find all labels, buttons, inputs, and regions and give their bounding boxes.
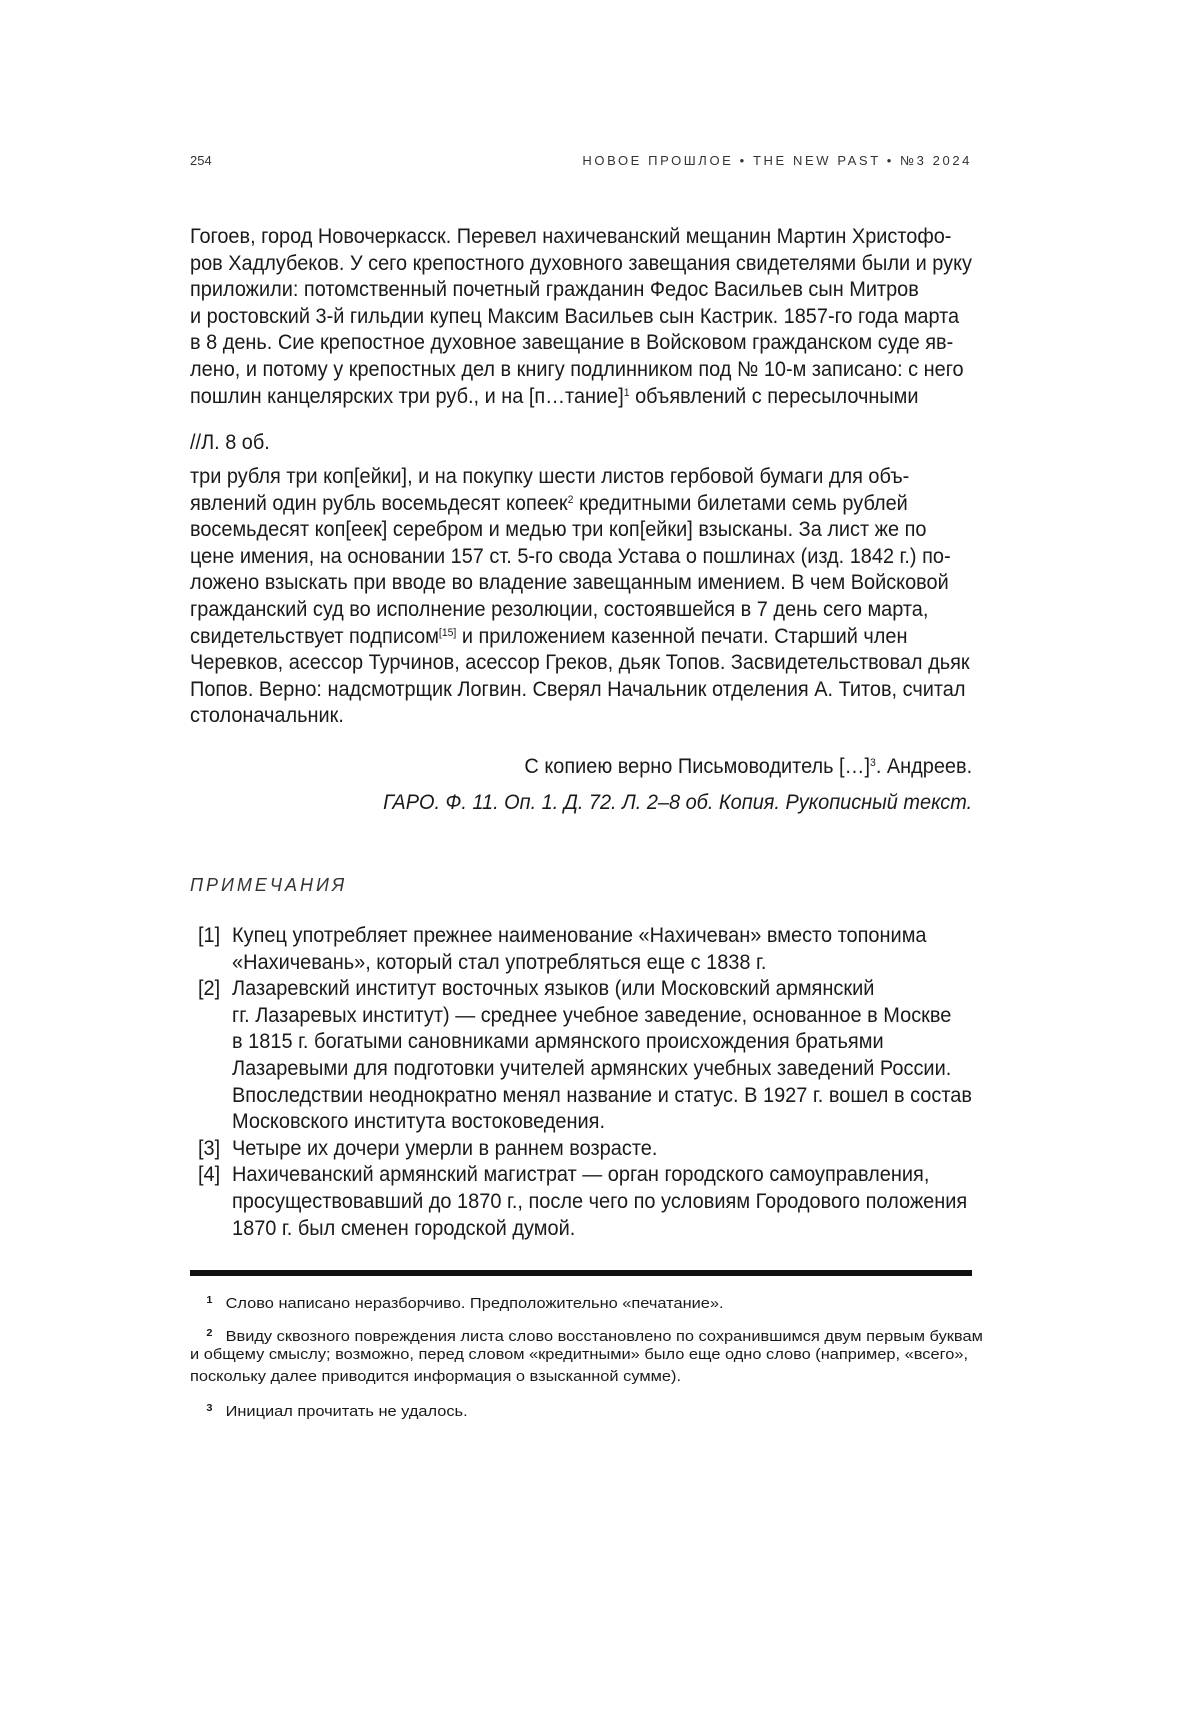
- notes-heading: ПРИМЕЧАНИЯ: [190, 875, 347, 896]
- text-line: [190, 1398, 972, 1420]
- text-line: [190, 650, 972, 677]
- footnote-item: [190, 1398, 972, 1420]
- text-run: восемьдесят коп[еек] серебром и медью три коп[ейки] взысканы. За лист же по: [190, 518, 926, 541]
- text-run: просуществовавший до 1870 г., после чего по условиям Городового положения: [232, 1190, 967, 1213]
- paragraph-2: [190, 464, 972, 730]
- text-run: цене имения, на основании 157 ст. 5-го свода Устава о пошлинах (изд. 1842 г.) по-: [190, 545, 951, 568]
- text-line: [190, 384, 972, 411]
- text-run: явлений один рубль восемьдесят копеек: [190, 492, 568, 515]
- text-line-content: [232, 1189, 967, 1216]
- text-line-content: [190, 703, 344, 730]
- folio-marker-text: //Л. 8 об.: [190, 430, 270, 457]
- text-run: поскольку далее приводится информация о взысканной сумме).: [190, 1368, 681, 1385]
- text-run: Слово написано неразборчиво. Предположительно «печатание».: [226, 1295, 724, 1312]
- text-line: [190, 224, 972, 251]
- text-run: в 8 день. Сие крепостное духовное завещание в Войсковом гражданском суде яв-: [190, 331, 953, 354]
- text-line-content: [232, 1162, 929, 1189]
- text-run: . Андреев.: [876, 755, 972, 778]
- text-line: [190, 1366, 972, 1388]
- text-line: [190, 790, 972, 817]
- folio-marker: [190, 430, 972, 457]
- text-run: 1870 г. был сменен городской думой.: [232, 1217, 575, 1240]
- text-run: Лазаревыми для подготовки учителей армянских учебных заведений России.: [232, 1057, 951, 1080]
- note-number-text: [3]: [198, 1136, 220, 1163]
- text-line: [190, 624, 972, 651]
- text-run: ложено взыскать при вводе во владение завещанным имением. В чем Войсковой: [190, 571, 949, 594]
- text-line-content: [232, 1056, 951, 1083]
- text-run: гг. Лазаревых институт) — среднее учебное заведение, основанное в Москве: [232, 1004, 951, 1027]
- text-line: [190, 251, 972, 278]
- footnote-number: 3: [206, 1398, 212, 1420]
- text-run: Инициал прочитать не удалось.: [226, 1403, 468, 1420]
- text-line-content: [190, 597, 928, 624]
- text-line: [190, 517, 972, 544]
- note-item: [190, 1162, 972, 1242]
- text-line: [190, 703, 972, 730]
- note-number: [198, 923, 221, 950]
- text-line: [232, 950, 972, 977]
- signature-line: [190, 754, 972, 781]
- text-line: [190, 491, 972, 518]
- text-run: объявлений с пересылочными: [630, 385, 919, 408]
- footnote-reference: 1: [624, 387, 630, 399]
- text-run: «Нахичевань», который стал употребляться еще с 1838 г.: [232, 951, 766, 974]
- text-run: столоначальник.: [190, 704, 344, 727]
- footnote-reference: 2: [568, 494, 574, 506]
- text-run: три рубля три коп[ейки], и на покупку шести листов гербовой бумаги для объ-: [190, 465, 909, 488]
- note-text: [232, 1136, 972, 1163]
- text-line-content: [190, 650, 970, 677]
- text-line: [190, 330, 972, 357]
- text-line: [232, 923, 972, 950]
- note-text: [232, 1162, 972, 1242]
- text-run: Четыре их дочери умерли в раннем возрасте.: [232, 1137, 657, 1160]
- text-line-content: [232, 1003, 951, 1030]
- text-line: [232, 1083, 972, 1110]
- text-run: и общему смыслу; возможно, перед словом «кредитными» было еще одно слово (например, «всего»,: [190, 1346, 968, 1363]
- notes-list: [190, 923, 972, 1242]
- text-line: [190, 277, 972, 304]
- text-run: С копиею верно Письмоводитель […]: [524, 755, 870, 778]
- text-line: [232, 1056, 972, 1083]
- note-item: [190, 923, 972, 976]
- text-line: [190, 464, 972, 491]
- text-line: [190, 1290, 972, 1312]
- text-line: [190, 677, 972, 704]
- text-line-content: [190, 384, 918, 411]
- footnote-reference: 3: [870, 757, 876, 769]
- text-line: [232, 976, 972, 1003]
- text-run: приложили: потомственный почетный гражданин Федос Васильев сын Митров: [190, 278, 919, 301]
- text-line: [232, 1189, 972, 1216]
- note-number-text: [4]: [198, 1162, 220, 1189]
- note-number: [198, 976, 221, 1003]
- text-line-content: [383, 790, 972, 817]
- text-run: ГАРО. Ф. 11. Оп. 1. Д. 72. Л. 2–8 об. Копия. Рукописный текст.: [383, 791, 972, 814]
- text-run: в 1815 г. богатыми сановниками армянского происхождения братьями: [232, 1030, 884, 1053]
- text-line-content: [190, 1344, 968, 1366]
- text-line-content: [190, 570, 949, 597]
- text-line: [232, 1003, 972, 1030]
- text-line-content: [190, 517, 926, 544]
- text-line-content: [232, 1029, 884, 1056]
- text-line: [190, 1323, 972, 1345]
- text-line: [232, 1109, 972, 1136]
- text-run: и приложением казенной печати. Старший член: [456, 625, 907, 648]
- text-line-content: [190, 330, 953, 357]
- text-line: [232, 1162, 972, 1189]
- text-line-content: [232, 1136, 657, 1163]
- text-run: Московского института востоковедения.: [232, 1110, 605, 1133]
- footnotes: [190, 1290, 972, 1431]
- footnote-divider: [190, 1270, 972, 1276]
- text-line-content: [190, 224, 951, 251]
- note-text: [232, 976, 972, 1136]
- footnote-number: 1: [206, 1290, 212, 1312]
- text-run: свидетельствует подписом: [190, 625, 439, 648]
- text-run: гражданский суд во исполнение резолюции, состоявшейся в 7 день сего марта,: [190, 598, 928, 621]
- running-head: НОВОЕ ПРОШЛОЕ • THE NEW PAST • №3 2024: [582, 153, 972, 168]
- text-line-content: [232, 950, 766, 977]
- footnote-item: [190, 1290, 972, 1312]
- page-number: 254: [190, 153, 212, 168]
- note-number: [198, 1136, 221, 1163]
- text-line-content: [190, 677, 965, 704]
- text-line-content: [190, 277, 919, 304]
- text-run: Лазаревский институт восточных языков (или Московский армянский: [232, 977, 874, 1000]
- text-line-content: [232, 1109, 605, 1136]
- text-line-content: [190, 544, 951, 571]
- text-line: [232, 1029, 972, 1056]
- note-item: [190, 1136, 972, 1163]
- text-line-content: [190, 491, 908, 518]
- text-line: [190, 570, 972, 597]
- text-run: Нахичеванский армянский магистрат — орган городского самоуправления,: [232, 1163, 929, 1186]
- note-text: [232, 923, 972, 976]
- text-line: [232, 1136, 972, 1163]
- text-line-content: [190, 1290, 724, 1315]
- text-line-content: [190, 251, 972, 278]
- paragraph-1: [190, 224, 972, 410]
- text-line-content: [190, 357, 964, 384]
- footnote-reference: [15]: [439, 627, 456, 639]
- text-run: Ввиду сквозного повреждения листа слово восстановлено по сохранившимся двум первым буквам: [226, 1328, 983, 1345]
- text-line-content: [190, 624, 907, 651]
- text-line: [232, 1216, 972, 1243]
- text-run: пошлин канцелярских три руб., и на [п…тание]: [190, 385, 624, 408]
- text-line-content: [524, 754, 972, 781]
- text-line-content: [190, 304, 959, 331]
- text-run: Попов. Верно: надсмотрщик Логвин. Сверял Начальник отделения А. Титов, считал: [190, 678, 965, 701]
- text-line: [190, 597, 972, 624]
- note-number-text: [2]: [198, 976, 220, 1003]
- text-run: Черевков, асессор Турчинов, асессор Греков, дьяк Топов. Засвидетельствовал дьяк: [190, 651, 970, 674]
- text-line-content: [232, 1216, 575, 1243]
- text-line-content: [232, 1083, 972, 1110]
- text-run: Гогоев, город Новочеркасск. Перевел нахичеванский мещанин Мартин Христофо-: [190, 225, 951, 248]
- text-line: [190, 304, 972, 331]
- note-item: [190, 976, 972, 1136]
- text-line: [190, 1344, 972, 1366]
- text-line: [190, 754, 972, 781]
- archive-source: [190, 790, 972, 817]
- text-run: и ростовский 3-й гильдии купец Максим Васильев сын Кастрик. 1857-го года марта: [190, 305, 959, 328]
- note-number-text: [1]: [198, 923, 220, 950]
- text-line-content: [190, 1398, 468, 1423]
- text-line-content: [190, 464, 909, 491]
- footnote-item: [190, 1323, 972, 1388]
- text-line-content: [190, 1366, 681, 1388]
- text-run: кредитными билетами семь рублей: [573, 492, 907, 515]
- text-run: Купец употребляет прежнее наименование «Нахичеван» вместо топонима: [232, 924, 927, 947]
- text-run: ров Хадлубеков. У сего крепостного духовного завещания свидетелями были и руку: [190, 252, 972, 275]
- text-run: лено, и потому у крепостных дел в книгу подлинником под № 10-м записано: с него: [190, 358, 964, 381]
- text-line: [190, 357, 972, 384]
- text-line-content: [232, 923, 927, 950]
- text-line: [190, 544, 972, 571]
- text-run: Впоследствии неоднократно менял название и статус. В 1927 г. вошел в состав: [232, 1084, 972, 1107]
- footnote-number: 2: [206, 1323, 212, 1345]
- note-number: [198, 1162, 221, 1189]
- text-line-content: [232, 976, 874, 1003]
